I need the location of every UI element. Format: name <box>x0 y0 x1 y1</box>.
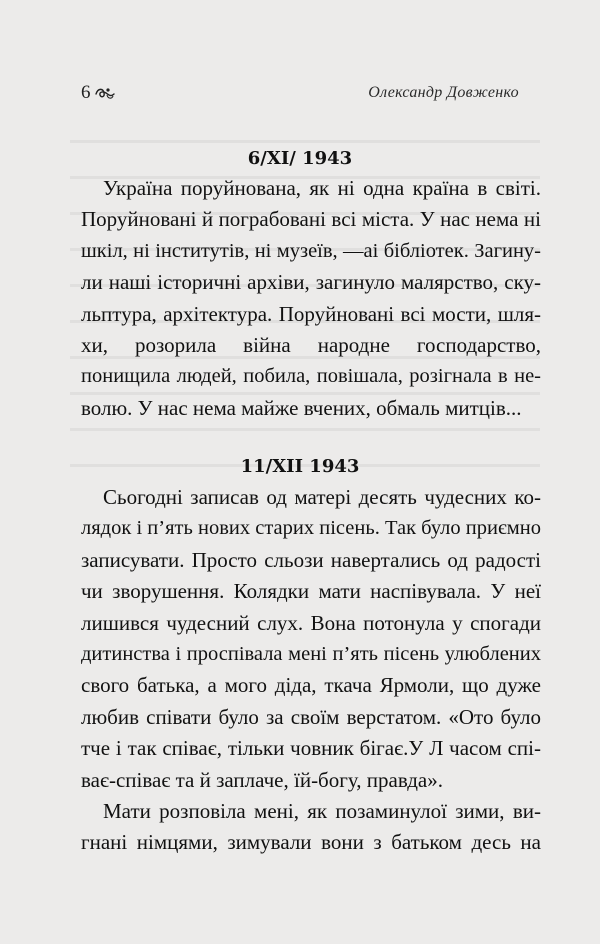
text-line: лядок і п’ять нових старих пісень. Так було приємно <box>81 517 541 540</box>
text-line: лишився чудесний слух. Вона потонула у спогади <box>81 610 541 635</box>
entry-paragraph <box>81 796 541 859</box>
text-line: любив співати було за своїм верстатом. «Ото було <box>81 704 541 729</box>
text-line: Україна поруйнована, як ні одна країна в світі. <box>103 176 541 200</box>
text-line: понищила людей, побила, повішала, розігнала в не- <box>81 365 541 388</box>
text-line: свого батька, а мого діда, ткача Ярмоли, що дуже <box>81 673 541 698</box>
text-line: гнані німцями, зимували вони з батьком десь на <box>81 830 541 855</box>
text-line: шкіл, ні інститутів, ні музеїв, —аі бібліотек. Загину- <box>81 239 541 262</box>
ornament-icon <box>94 85 116 101</box>
entry-paragraph <box>81 173 541 424</box>
text-line: волю. У нас нема майже вчених, обмаль митців... <box>81 395 522 420</box>
text-line: ли наші історичні архіви, загинуло малярство, ску- <box>81 270 541 295</box>
text-line: чи зворушення. Колядки мати наспівувала. У неї <box>81 579 541 604</box>
entry-date: 6/XI/ 1943 <box>247 148 353 169</box>
entry-date: 11/XII 1943 <box>240 456 360 477</box>
text-line: тче і так співає, тільки човник бігає.У Л часом спі- <box>81 736 541 761</box>
page-number: 6 <box>81 82 91 103</box>
text-line: ває-співає та й заплаче, їй-богу, правда». <box>81 767 443 792</box>
entry-paragraph <box>81 482 541 796</box>
text-line: Мати розповіла мені, як позаминулої зими, ви- <box>103 799 541 823</box>
author-name: Олександр Довженко <box>368 84 519 101</box>
text-line: Поруйновані й пограбовані всі міста. У нас нема ні <box>81 207 541 232</box>
text-line: хи, розорила війна народне господарство, <box>81 333 541 358</box>
text-line: записувати. Просто сльози навертались од радості <box>81 547 541 572</box>
running-header <box>81 82 519 106</box>
text-line: льптура, архітектура. Поруйновані всі мости, шля- <box>81 301 541 326</box>
text-line: дитинства і проспівала мені п’ять пісень улюблених <box>81 643 541 666</box>
text-line: Сьогодні записав од матері десять чудесних ко- <box>103 485 541 509</box>
